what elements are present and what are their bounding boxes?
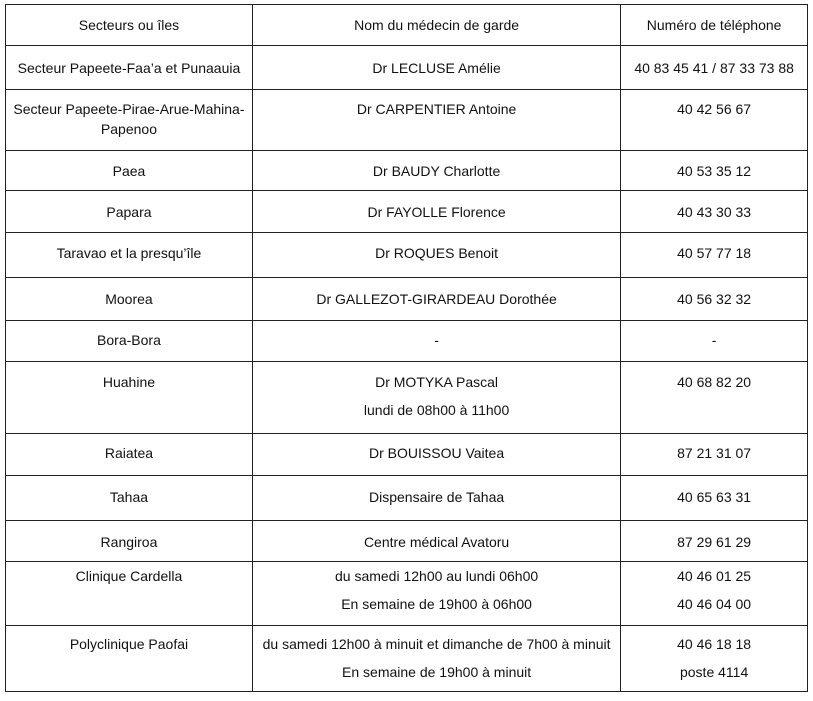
phone-cell-line: 40 42 56 67 (677, 101, 752, 117)
phone-cell-line: 40 65 63 31 (677, 489, 752, 505)
phone-cell (621, 562, 808, 626)
sector-cell-line: Huahine (102, 374, 156, 390)
table-row (6, 46, 808, 90)
doctor-cell (252, 191, 620, 233)
table-row (6, 434, 808, 476)
doctor-cell (252, 476, 620, 521)
sector-cell-line: Tahaa (109, 489, 149, 505)
doctor-cell-line: du samedi 12h00 au lundi 06h00 (334, 568, 539, 584)
table-row (6, 191, 808, 233)
table-row (6, 278, 808, 321)
phone-cell (621, 434, 808, 476)
doctor-cell (252, 278, 620, 321)
sector-cell (6, 476, 253, 521)
sector-cell (6, 278, 253, 321)
phone-cell (621, 278, 808, 321)
phone-cell (621, 626, 808, 692)
sector-cell (6, 151, 253, 191)
doctor-cell (252, 362, 620, 434)
header-row (6, 5, 808, 46)
doctor-cell (252, 151, 620, 191)
sector-cell-line: Clinique Cardella (75, 568, 183, 584)
phone-cell-line: 40 46 01 25 (677, 568, 752, 584)
phone-cell-line: 40 56 32 32 (677, 291, 752, 307)
doctor-cell (252, 321, 620, 362)
header-doctor: Nom du médecin de garde (252, 5, 620, 46)
doctor-cell-line: En semaine de 19h00 à 06h00 (341, 596, 532, 612)
phone-cell (621, 46, 808, 90)
sector-cell-line: Moorea (105, 291, 153, 307)
doctor-cell (252, 626, 620, 692)
doctor-cell-line: Centre médical Avatoru (363, 534, 510, 550)
doctor-cell-line: Dr GALLEZOT-GIRARDEAU Dorothée (316, 291, 557, 307)
phone-cell-line: 40 53 35 12 (677, 163, 752, 179)
doctor-cell-line: - (434, 332, 439, 348)
phone-cell-line: - (711, 332, 717, 348)
table-row (6, 521, 808, 562)
doctor-cell-line: Dr ROQUES Benoit (375, 245, 499, 261)
phone-cell (621, 191, 808, 233)
phone-cell-line: 87 29 61 29 (677, 534, 752, 550)
table-row (6, 233, 808, 278)
sector-cell (6, 362, 253, 434)
doctor-cell (252, 521, 620, 562)
sector-cell (6, 626, 253, 692)
doctor-cell-line: Dr LECLUSE Amélie (372, 60, 501, 76)
phone-cell-line: 40 46 18 18 (677, 636, 752, 652)
doctor-cell-line: du samedi 12h00 à minuit et dimanche de 7h00 à minuit (262, 636, 611, 652)
sector-cell-line: Papara (106, 204, 152, 220)
sector-cell-line: Secteur Papeete-Faa’a et Punaauia (17, 60, 241, 76)
sector-cell (6, 434, 253, 476)
doctor-cell-line: Dispensaire de Tahaa (368, 489, 505, 505)
doctor-cell-line: Dr BAUDY Charlotte (372, 163, 501, 179)
phone-cell-line: 40 46 04 00 (677, 596, 752, 612)
table-row (6, 562, 808, 626)
phone-cell-line: 40 43 30 33 (677, 204, 752, 220)
sector-cell-line: Raiatea (104, 445, 154, 461)
sector-cell (6, 90, 253, 151)
sector-cell-line: Rangiroa (100, 534, 158, 550)
phone-cell (621, 521, 808, 562)
table-row (6, 476, 808, 521)
sector-cell-line: Secteur Papeete-Pirae-Arue-Mahina-Papenoo (13, 101, 245, 137)
table-row (6, 321, 808, 362)
phone-cell-line: 40 57 77 18 (677, 245, 752, 261)
sector-cell-line: Polyclinique Paofai (69, 636, 189, 652)
sector-cell (6, 521, 253, 562)
sector-cell (6, 46, 253, 90)
table-row (6, 626, 808, 692)
phone-cell-line: 40 83 45 41 / 87 33 73 88 (634, 60, 794, 76)
doctor-cell (252, 46, 620, 90)
sector-cell-line: Taravao et la presqu’île (56, 245, 202, 261)
doctor-cell (252, 434, 620, 476)
phone-cell (621, 362, 808, 434)
doctor-cell (252, 562, 620, 626)
doctor-cell (252, 233, 620, 278)
phone-cell (621, 151, 808, 191)
phone-cell-line: 40 68 82 20 (677, 374, 752, 390)
table-row (6, 151, 808, 191)
sector-cell (6, 233, 253, 278)
doctor-cell-line: lundi de 08h00 à 11h00 (363, 402, 510, 418)
sector-cell-line: Bora-Bora (97, 332, 161, 348)
header-phone: Numéro de téléphone (621, 5, 808, 46)
doctor-cell (252, 90, 620, 151)
sector-cell (6, 191, 253, 233)
phone-cell (621, 321, 808, 362)
on-call-doctors-table (5, 4, 808, 692)
phone-cell (621, 476, 808, 521)
doctor-cell-line: Dr FAYOLLE Florence (367, 204, 506, 220)
header-sector: Secteurs ou îles (6, 5, 253, 46)
sector-cell (6, 562, 253, 626)
table-row (6, 362, 808, 434)
doctor-cell-line: Dr BOUISSOU Vaitea (369, 445, 505, 461)
doctor-cell-line: Dr CARPENTIER Antoine (356, 101, 517, 117)
phone-cell (621, 90, 808, 151)
table-body (6, 46, 808, 692)
sector-cell-line: Paea (112, 163, 146, 179)
phone-cell-line: poste 4114 (679, 664, 749, 680)
doctor-cell-line: En semaine de 19h00 à minuit (342, 664, 532, 680)
doctor-cell-line: Dr MOTYKA Pascal (375, 374, 499, 390)
table-row (6, 90, 808, 151)
phone-cell (621, 233, 808, 278)
sector-cell (6, 321, 253, 362)
phone-cell-line: 87 21 31 07 (677, 445, 752, 461)
